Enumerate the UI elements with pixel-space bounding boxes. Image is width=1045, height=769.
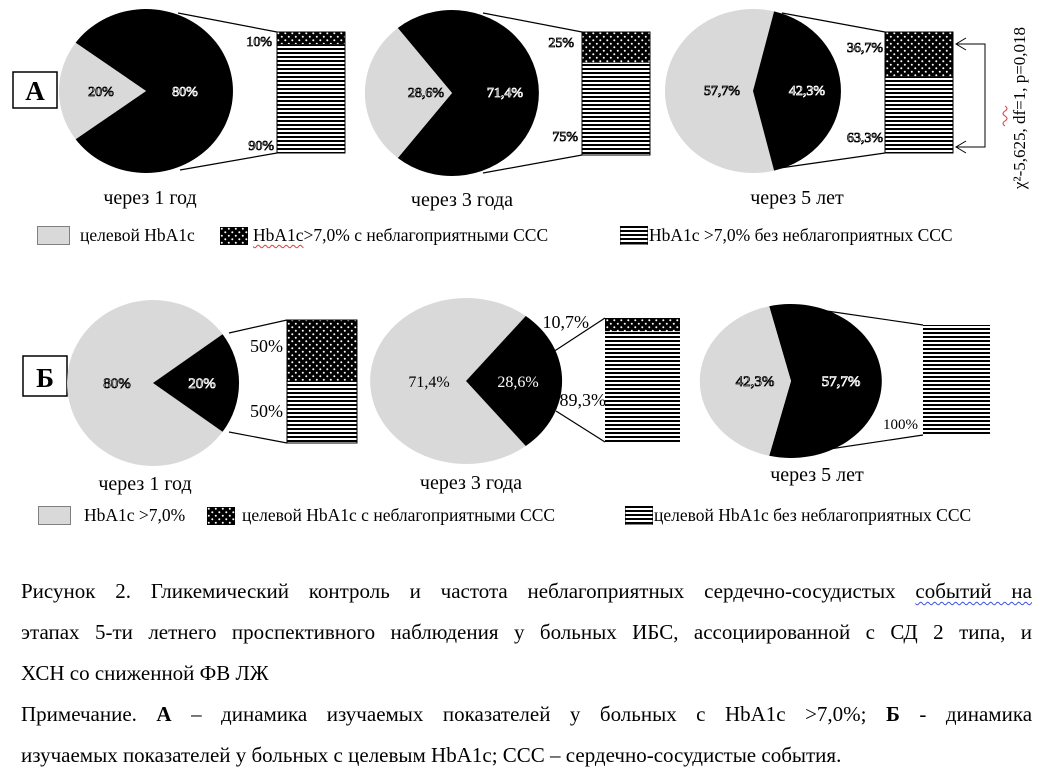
panel-a-chart-year5 [665,9,953,209]
bar-bottom-label: 63,3% [846,131,883,146]
pie-label-black: 80% [172,85,198,100]
bar-striped-segment [605,331,680,442]
pie-label-gray: 80% [103,376,131,392]
chart-title: через 5 лет [750,187,844,209]
chart-title: через 3 года [410,189,514,211]
bar-bottom-label: 89,3% [559,390,606,410]
panel-b-tag [23,356,67,396]
bar-striped-segment [923,325,990,435]
legend-item-target-hba1c-no-ccc [625,505,971,526]
caption-text: – динамика изучаемых показателей у больных с HbA1c >7,0%; [191,702,867,726]
bar-top-label: 10% [246,35,272,50]
stripes-pattern-swatch [625,506,653,525]
legend-label: целевой HbA1c [80,225,195,245]
bar-top-label: 36,7% [846,41,883,56]
bar-striped-segment [582,63,650,155]
legend-item-target-hba1c-with-ccc [207,505,555,526]
legend-item-high-hba1c-no-ccc [620,225,953,246]
bar-bottom-label: 100% [883,417,918,433]
bar-bottom-label: 90% [248,139,274,154]
chart-title: через 1 год [103,187,197,209]
legend-item-high-hba1c [38,505,185,526]
connector-bottom-line [556,411,605,442]
bar-striped-segment [287,382,357,444]
caption-line-3 [21,653,1032,694]
caption-line-4 [21,694,1032,735]
bar-dotted-segment [582,32,650,63]
panel-a-tag [13,72,57,108]
caption-panel-b-ref: Б [885,702,900,726]
bar-dotted-segment [287,320,357,382]
bar-striped-segment [277,44,345,153]
stripes-pattern-swatch [620,226,648,245]
comparison-bracket [957,44,985,147]
caption-panel-a-ref: А [156,702,172,726]
panel-b-chart-year3 [370,298,680,494]
panel-b-chart-year5 [700,304,990,486]
legend-item-target-hba1c [37,225,195,246]
caption-line-2 [21,612,1032,653]
legend-label: целевой HbA1c без неблагоприятных ССС [654,505,972,525]
pie-label-gray: 71,4% [408,374,450,391]
caption-line-1 [21,571,1032,612]
caption-grammar-flagged-text: событий на [915,579,1032,603]
bar-striped-segment [885,76,953,153]
bar-top-label: 50% [250,336,283,356]
pie-label-gray: 42,3% [735,374,775,390]
pie-label-black: 71,4% [486,86,524,101]
caption-text: изучаемых показателей у больных с целевым HbA1c; ССС – сердечно-сосудистые события. [21,743,842,767]
caption-text: этапах 5-ти летнего проспективного наблюдения у больных ИБС, ассоциированной с СД 2 типа, и [21,620,1032,644]
legend-label: >7,0% с неблагоприятными ССС [303,225,549,245]
chart-title: через 1 год [98,473,192,495]
bar-dotted-segment [885,32,953,76]
bar-top-label: 25% [548,36,574,51]
dots-pattern-swatch [220,227,248,245]
panel-a-chart-year3 [365,10,650,211]
stat-annotation-group [956,27,1029,190]
chart-title: через 5 лет [770,464,864,486]
legend-panel-b [0,505,1045,531]
legend-label-misspelled: HbA1c [253,225,304,245]
legend-label: целевой HbA1c с неблагоприятными ССС [242,505,556,525]
connector-top-line [229,320,287,333]
bar-bottom-label: 50% [250,401,283,421]
legend-panel-a [0,225,1045,251]
connector-bottom-line [229,432,287,443]
panel-b-chart-year1 [67,300,357,495]
caption-text: Примечание. [21,702,137,726]
pie-label-black: 28,6% [497,374,539,391]
pie-label-gray: 20% [88,85,114,100]
bar-bottom-label: 75% [552,130,578,145]
legend-label: HbA1c >7,0% [84,505,186,525]
bar-top-label: 10,7% [542,312,589,332]
pie-label-black: 57,7% [821,374,861,390]
dots-pattern-swatch [207,507,235,525]
panel-a-letter: А [25,76,45,106]
chart-title: через 3 года [419,472,523,494]
figure-caption [21,571,1032,769]
chi-square-annotation: χ²-5,625, df=1, p=0,018 [1010,26,1029,190]
bar-dotted-segment [605,318,680,331]
pie-label-black: 42,3% [788,84,826,99]
caption-text: - динамика [919,702,1033,726]
bar-dotted-segment [277,32,345,44]
pie-label-black: 20% [188,376,216,392]
legend-label: HbA1c >7,0% без неблагоприятных ССС [649,225,953,245]
legend-item-high-hba1c-with-ccc [220,225,548,246]
panel-b-letter: Б [36,363,54,393]
spellcheck-squiggle-red [1003,106,1007,126]
gray-pattern-swatch [37,226,70,245]
caption-line-5 [21,735,1032,769]
pie-label-gray: 28,6% [407,86,445,101]
pie-label-gray: 57,7% [703,84,741,99]
panel-a-chart-year1 [59,9,345,209]
gray-pattern-swatch [38,506,71,525]
caption-text: Рисунок 2. Гликемический контроль и частота неблагоприятных сердечно-сосудистых [21,579,896,603]
caption-text: ХСН со сниженной ФВ ЛЖ [21,661,269,685]
